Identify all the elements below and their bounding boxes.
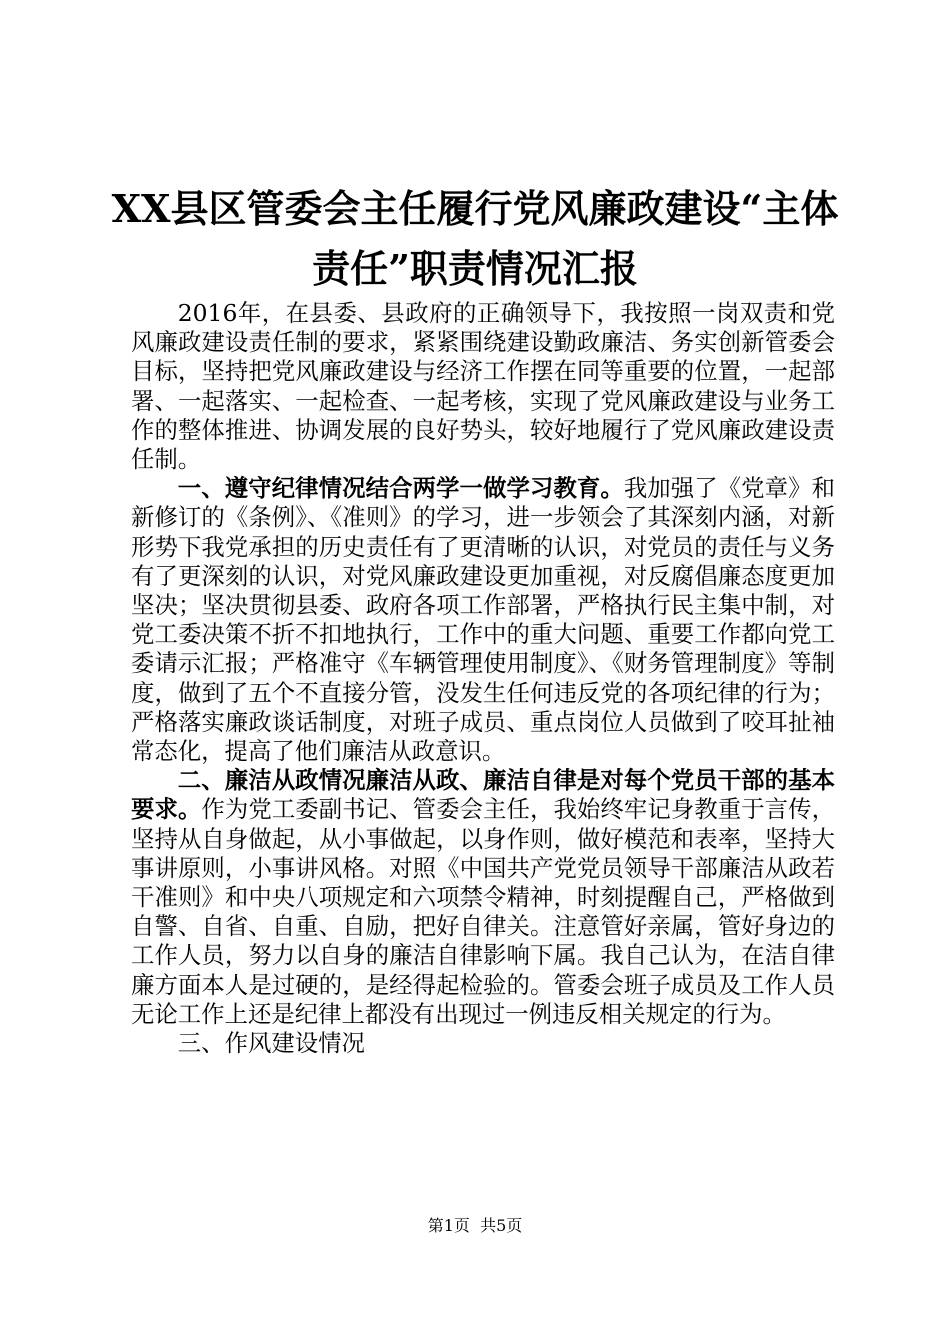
intro-paragraph: 2016年，在县委、县政府的正确领导下，我按照一岗双责和党风廉政建设责任制的要求，紧紧围绕建设勤政廉洁、务实创新管委会目标，坚持把党风廉政建设与经济工作摆在同等重要的位置，一起部署、一起落实、一起检查、一起考核，实现了党风廉政建设与业务工作的整体推进、协调发展的良好势头，较好地履行了党风廉政建设责任制。 (131, 299, 835, 474)
document-title-line-1: XX县区管委会主任履行党风廉政建设“主体 (111, 186, 839, 231)
section-2-text: 作为党工委副书记、管委会主任，我始终牢记身教重于言传，坚持从自身做起，从小事做起，以身作则，做好模范和表率，坚持大事讲原则，小事讲风格。对照《中国共产党党员领导干部廉洁从政若干准则》和中央八项规定和六项禁令精神，时刻提醒自己，严格做到自警、自省、自重、自励，把好自律关。注意管好亲属，管好身边的工作人员，努力以自身的廉洁自律影响下属。我自己认为，在洁自律廉方面本人是过硬的，是经得起检验的。管委会班子成员及工作人员无论工作上还是纪律上都没有出现过一例违反相关规定的行为。 (131, 795, 836, 1028)
section-1-paragraph (131, 474, 835, 766)
section-3-heading: 三、作风建设情况 (177, 1029, 365, 1058)
section-2-heading: 二、廉洁从政情况廉洁从政、廉洁自律是对每个党员干部的基本要求。 (131, 766, 835, 824)
section-1-text: 我加强了《党章》和新修订的《条例》、《准则》的学习，进一步领会了其深刻内涵，对新形势下我党承担的历史责任有了更清晰的认识，对党员的责任与义务有了更深刻的认识，对党风廉政建设更加重视，对反腐倡廉态度更加坚决；坚决贯彻县委、政府各项工作部署，严格执行民主集中制，对党工委决策不折不扣地执行，工作中的重大问题、重要工作都向党工委请示汇报；严格准守《车辆管理使用制度》、《财务管理制度》等制度，做到了五个不直接分管，没发生任何违反党的各项纪律的行为；严格落实廉政谈话制度，对班子成员、重点岗位人员做到了咬耳扯袖常态化，提高了他们廉洁从政意识。 (131, 474, 835, 766)
document-body (131, 299, 835, 1058)
section-2-paragraph (131, 766, 835, 1029)
page-footer: 第1页 共5页 (427, 1216, 523, 1235)
document-title-line-2: 责任”职责情况汇报 (312, 246, 638, 291)
section-1-heading: 一、遵守纪律情况结合两学一做学习教育。 (177, 474, 624, 503)
